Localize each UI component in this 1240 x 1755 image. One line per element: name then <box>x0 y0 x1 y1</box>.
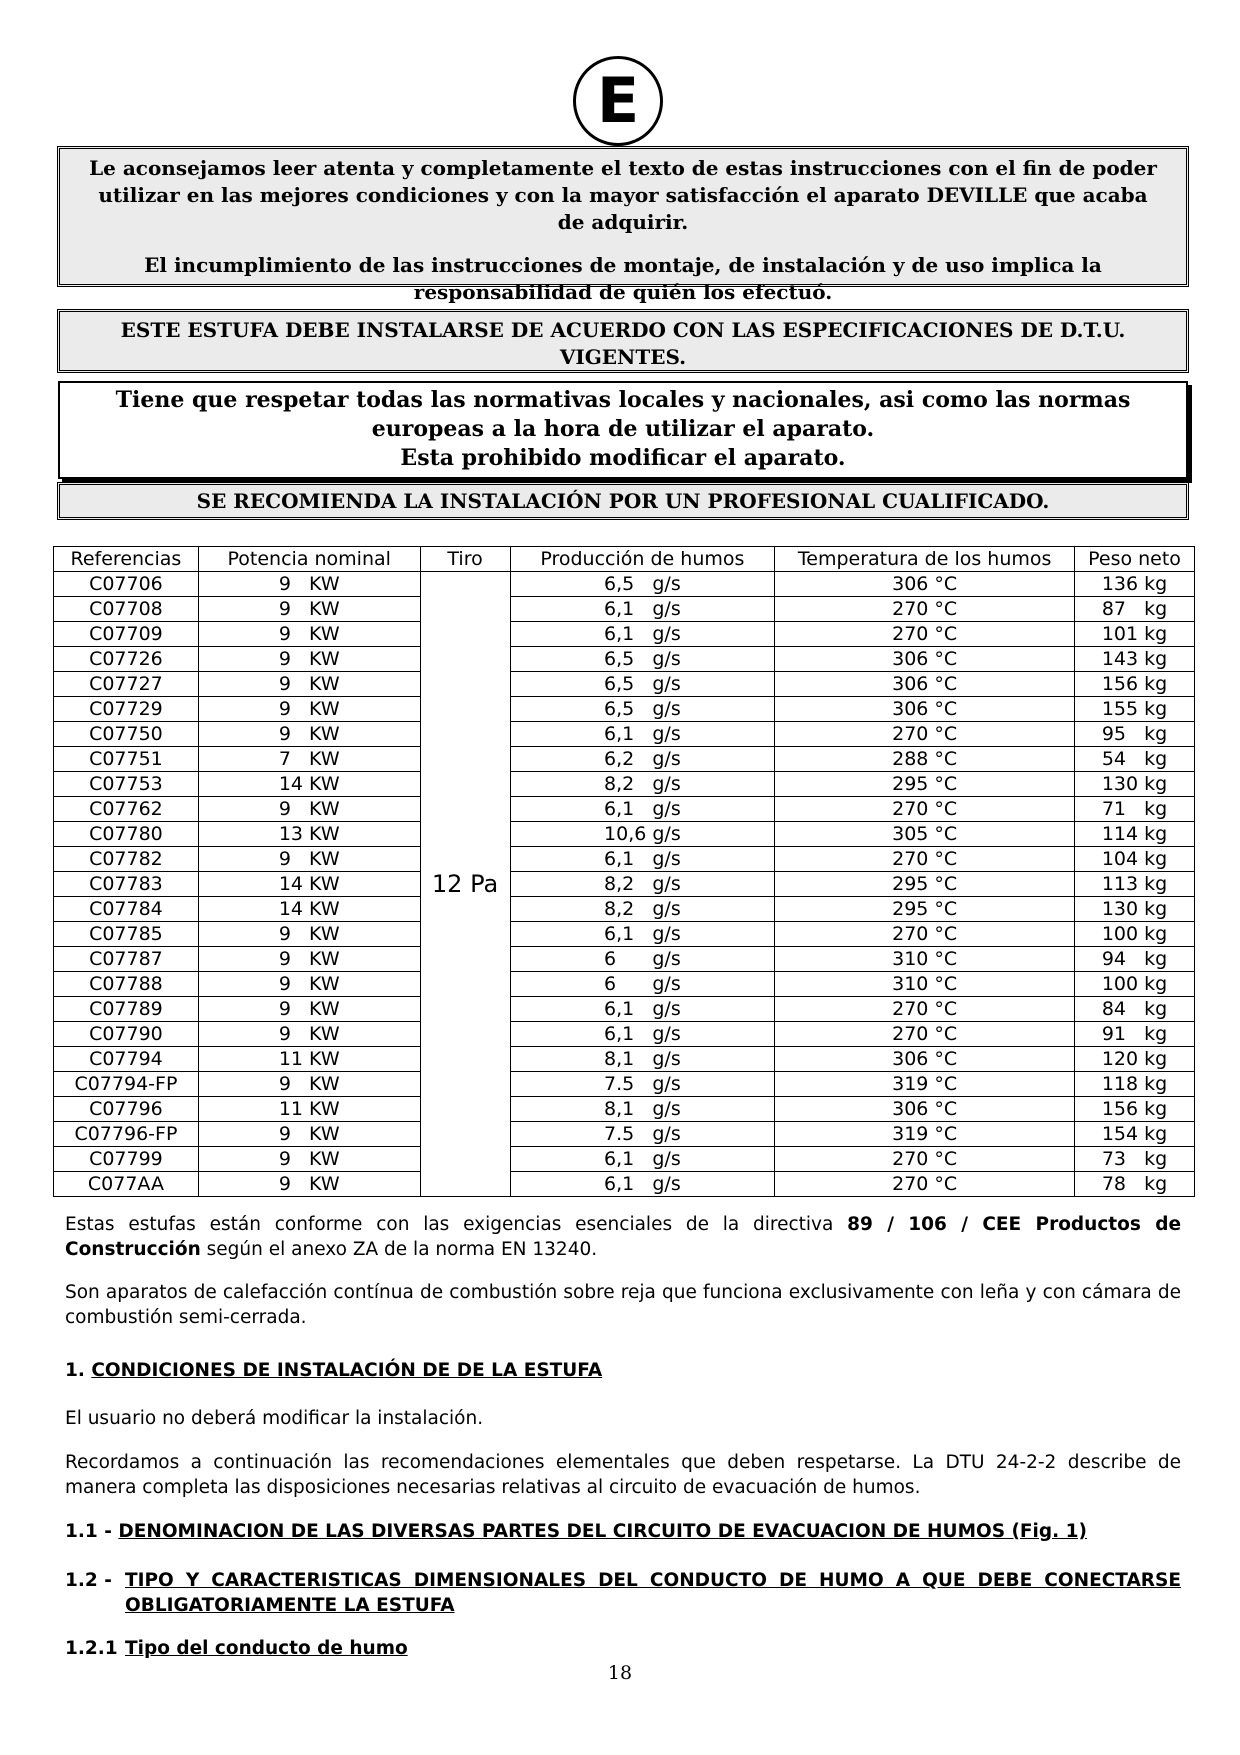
table-row <box>54 947 1195 972</box>
table-row <box>54 722 1195 747</box>
cell-produccion: 6,1 g/s <box>510 722 775 747</box>
cell-referencia: C07708 <box>54 597 199 622</box>
cell-peso: 114 kg <box>1075 822 1195 847</box>
professional-notice-box <box>57 482 1189 520</box>
cell-temperatura: 270 °C <box>775 1022 1075 1047</box>
cell-temperatura: 270 °C <box>775 1147 1075 1172</box>
cell-referencia: C07729 <box>54 697 199 722</box>
cell-temperatura: 270 °C <box>775 1172 1075 1197</box>
section-1-2-heading <box>65 1568 1181 1618</box>
cell-temperatura: 270 °C <box>775 847 1075 872</box>
cell-temperatura: 270 °C <box>775 997 1075 1022</box>
cell-produccion: 6,5 g/s <box>510 697 775 722</box>
section-1-heading <box>65 1358 1181 1383</box>
cell-produccion: 8,2 g/s <box>510 897 775 922</box>
cell-temperatura: 306 °C <box>775 647 1075 672</box>
user-warning-paragraph: El usuario no deberá modificar la instalación. <box>65 1408 484 1429</box>
table-row <box>54 1172 1195 1197</box>
cell-produccion: 6,1 g/s <box>510 797 775 822</box>
table-row <box>54 972 1195 997</box>
table-row <box>54 747 1195 772</box>
cell-produccion: 6,1 g/s <box>510 622 775 647</box>
cell-potencia: 9 KW <box>198 597 420 622</box>
cell-potencia: 11 KW <box>198 1047 420 1072</box>
table-row <box>54 1122 1195 1147</box>
cell-peso: 84 kg <box>1075 997 1195 1022</box>
cell-produccion: 6 g/s <box>510 972 775 997</box>
section-1-number: 1. <box>65 1360 92 1381</box>
table-row <box>54 697 1195 722</box>
cell-potencia: 9 KW <box>198 997 420 1022</box>
cell-peso: 100 kg <box>1075 972 1195 997</box>
cell-potencia: 13 KW <box>198 822 420 847</box>
cell-potencia: 7 KW <box>198 747 420 772</box>
directive-text-end: según el anexo ZA de la norma EN 13240. <box>200 1239 598 1260</box>
cell-produccion: 6,2 g/s <box>510 747 775 772</box>
cell-peso: 73 kg <box>1075 1147 1195 1172</box>
directive-paragraph <box>65 1212 1181 1262</box>
table-row <box>54 997 1195 1022</box>
section-1-1-number: 1.1 - <box>65 1521 119 1542</box>
cell-peso: 156 kg <box>1075 1097 1195 1122</box>
cell-temperatura: 310 °C <box>775 947 1075 972</box>
cell-temperatura: 305 °C <box>775 822 1075 847</box>
cell-potencia: 14 KW <box>198 772 420 797</box>
cell-referencia: C077AA <box>54 1172 199 1197</box>
cell-temperatura: 295 °C <box>775 872 1075 897</box>
cell-produccion: 8,2 g/s <box>510 872 775 897</box>
header-tiro: Tiro <box>420 547 510 572</box>
directive-text-start: Estas estufas están conforme con las exigencias esenciales de la directiva <box>65 1214 848 1235</box>
cell-referencia: C07784 <box>54 897 199 922</box>
cell-produccion: 8,1 g/s <box>510 1047 775 1072</box>
cell-referencia: C07788 <box>54 972 199 997</box>
cell-potencia: 9 KW <box>198 622 420 647</box>
table-row <box>54 1097 1195 1122</box>
cell-referencia: C07787 <box>54 947 199 972</box>
table-row <box>54 622 1195 647</box>
cell-produccion: 7.5 g/s <box>510 1122 775 1147</box>
cell-peso: 100 kg <box>1075 922 1195 947</box>
cell-produccion: 8,2 g/s <box>510 772 775 797</box>
cell-referencia: C07785 <box>54 922 199 947</box>
cell-produccion: 6,1 g/s <box>510 1172 775 1197</box>
table-row <box>54 922 1195 947</box>
cell-referencia: C07780 <box>54 822 199 847</box>
cell-temperatura: 310 °C <box>775 972 1075 997</box>
cell-temperatura: 319 °C <box>775 1072 1075 1097</box>
table-header-row <box>54 547 1195 572</box>
cell-produccion: 6,1 g/s <box>510 597 775 622</box>
cell-temperatura: 306 °C <box>775 1097 1075 1122</box>
directive-reference: 89 / 106 / CEE Productos de Construcción <box>65 1214 1181 1260</box>
cell-potencia: 9 KW <box>198 922 420 947</box>
header-referencias: Referencias <box>54 547 199 572</box>
cell-produccion: 10,6 g/s <box>510 822 775 847</box>
cell-temperatura: 306 °C <box>775 1047 1075 1072</box>
header-potencia: Potencia nominal <box>198 547 420 572</box>
cell-peso: 54 kg <box>1075 747 1195 772</box>
cell-temperatura: 270 °C <box>775 922 1075 947</box>
language-badge-e <box>573 56 663 146</box>
cell-referencia: C07750 <box>54 722 199 747</box>
cell-peso: 113 kg <box>1075 872 1195 897</box>
cell-peso: 156 kg <box>1075 672 1195 697</box>
cell-peso: 87 kg <box>1075 597 1195 622</box>
cell-referencia: C07709 <box>54 622 199 647</box>
cell-referencia: C07796 <box>54 1097 199 1122</box>
cell-referencia: C07790 <box>54 1022 199 1047</box>
cell-referencia: C07706 <box>54 572 199 597</box>
dtu-notice-text: ESTE ESTUFA DEBE INSTALARSE DE ACUERDO CON LAS ESPECIFICACIONES DE D.T.U. VIGENTES. <box>120 318 1126 369</box>
table-row <box>54 872 1195 897</box>
cell-produccion: 8,1 g/s <box>510 1097 775 1122</box>
table-row <box>54 672 1195 697</box>
section-1-2-1-title: Tipo del conducto de humo <box>125 1638 408 1659</box>
cell-peso: 78 kg <box>1075 1172 1195 1197</box>
cell-peso: 130 kg <box>1075 772 1195 797</box>
cell-peso: 118 kg <box>1075 1072 1195 1097</box>
section-1-1-title: DENOMINACION DE LAS DIVERSAS PARTES DEL CIRCUITO DE EVACUACION DE HUMOS (Fig. 1) <box>118 1521 1087 1542</box>
dtu-notice-box <box>57 309 1189 373</box>
table-row <box>54 1072 1195 1097</box>
cell-potencia: 9 KW <box>198 672 420 697</box>
cell-temperatura: 306 °C <box>775 672 1075 697</box>
cell-potencia: 9 KW <box>198 947 420 972</box>
cell-potencia: 9 KW <box>198 1072 420 1097</box>
professional-notice-text: SE RECOMIENDA LA INSTALACIÓN POR UN PROFESIONAL CUALIFICADO. <box>196 489 1050 513</box>
table-row <box>54 797 1195 822</box>
cell-potencia: 9 KW <box>198 572 420 597</box>
cell-produccion: 6,1 g/s <box>510 1147 775 1172</box>
cell-tiro: 12 Pa <box>420 572 510 1197</box>
section-1-2-1-number: 1.2.1 <box>65 1638 118 1659</box>
cell-potencia: 9 KW <box>198 797 420 822</box>
cell-produccion: 6,5 g/s <box>510 647 775 672</box>
cell-produccion: 6 g/s <box>510 947 775 972</box>
section-1-title: CONDICIONES DE INSTALACIÓN DE DE LA ESTUFA <box>91 1360 603 1381</box>
header-temperatura: Temperatura de los humos <box>775 547 1075 572</box>
cell-potencia: 11 KW <box>198 1097 420 1122</box>
cell-potencia: 9 KW <box>198 722 420 747</box>
cell-produccion: 6,1 g/s <box>510 847 775 872</box>
cell-temperatura: 270 °C <box>775 797 1075 822</box>
norms-line-1: Tiene que respetar todas las normativas locales y nacionales, asi como las normas europeas a la hora de utilizar el aparato. <box>115 387 1131 442</box>
cell-referencia: C07796-FP <box>54 1122 199 1147</box>
table-row <box>54 897 1195 922</box>
cell-referencia: C07782 <box>54 847 199 872</box>
cell-peso: 94 kg <box>1075 947 1195 972</box>
table-row <box>54 1022 1195 1047</box>
cell-referencia: C07753 <box>54 772 199 797</box>
intro-paragraph-2: El incumplimiento de las instrucciones de montaje, de instalación y de uso implica la responsabilidad de quién los efectuó. <box>144 253 1102 304</box>
cell-produccion: 6,1 g/s <box>510 1022 775 1047</box>
cell-referencia: C07783 <box>54 872 199 897</box>
cell-temperatura: 270 °C <box>775 622 1075 647</box>
cell-temperatura: 295 °C <box>775 897 1075 922</box>
section-1-1-heading <box>65 1519 1181 1544</box>
cell-potencia: 9 KW <box>198 972 420 997</box>
table-row <box>54 847 1195 872</box>
cell-potencia: 9 KW <box>198 1122 420 1147</box>
cell-referencia: C07789 <box>54 997 199 1022</box>
cell-produccion: 6,5 g/s <box>510 572 775 597</box>
intro-notice-box <box>57 146 1189 304</box>
cell-potencia: 14 KW <box>198 872 420 897</box>
intro-paragraph-1: Le aconsejamos leer atenta y completamente el texto de estas instrucciones con el fin de poder utilizar en las mejores condiciones y con la mayor satisfacción el aparato DEVILLE que acaba de adquirir. <box>89 156 1157 234</box>
table-row <box>54 572 1195 597</box>
section-1-2-title: TIPO Y CARACTERISTICAS DIMENSIONALES DEL CONDUCTO DE HUMO A QUE DEBE CONECTARSE OBLIGATORIAMENTE LA ESTUFA <box>125 1570 1181 1616</box>
cell-peso: 91 kg <box>1075 1022 1195 1047</box>
cell-produccion: 6,5 g/s <box>510 672 775 697</box>
table-row <box>54 647 1195 672</box>
dtu-recommendation-paragraph: Recordamos a continuación las recomendaciones elementales que deben respetarse. La DTU 24-2-2 describe de manera completa las disposiciones necesarias relativas al circuito de evacuación de humos. <box>65 1452 1181 1498</box>
cell-temperatura: 270 °C <box>775 597 1075 622</box>
cell-potencia: 9 KW <box>198 1147 420 1172</box>
appliance-description: Son aparatos de calefacción contínua de combustión sobre reja que funciona exclusivamente con leña y con cámara de combustión semi-cerrada. <box>65 1282 1181 1328</box>
cell-potencia: 9 KW <box>198 697 420 722</box>
cell-potencia: 14 KW <box>198 897 420 922</box>
cell-referencia: C07794-FP <box>54 1072 199 1097</box>
page-number: 18 <box>607 1662 633 1684</box>
cell-temperatura: 306 °C <box>775 697 1075 722</box>
cell-temperatura: 295 °C <box>775 772 1075 797</box>
cell-potencia: 9 KW <box>198 847 420 872</box>
cell-referencia: C07794 <box>54 1047 199 1072</box>
cell-referencia: C07727 <box>54 672 199 697</box>
header-peso: Peso neto <box>1075 547 1195 572</box>
cell-temperatura: 288 °C <box>775 747 1075 772</box>
cell-temperatura: 319 °C <box>775 1122 1075 1147</box>
cell-peso: 143 kg <box>1075 647 1195 672</box>
cell-peso: 155 kg <box>1075 697 1195 722</box>
cell-temperatura: 270 °C <box>775 722 1075 747</box>
cell-potencia: 9 KW <box>198 647 420 672</box>
table-row <box>54 772 1195 797</box>
table-body <box>54 572 1195 1197</box>
specifications-table <box>53 546 1195 1197</box>
table-row <box>54 1047 1195 1072</box>
language-letter: E <box>596 64 640 137</box>
norms-line-2: Esta prohibido modificar el aparato. <box>400 445 846 471</box>
cell-peso: 101 kg <box>1075 622 1195 647</box>
cell-potencia: 9 KW <box>198 1022 420 1047</box>
cell-referencia: C07751 <box>54 747 199 772</box>
section-1-2-1-heading <box>65 1636 1181 1661</box>
cell-referencia: C07799 <box>54 1147 199 1172</box>
cell-peso: 120 kg <box>1075 1047 1195 1072</box>
cell-peso: 104 kg <box>1075 847 1195 872</box>
norms-notice-box <box>58 381 1188 479</box>
cell-peso: 71 kg <box>1075 797 1195 822</box>
cell-peso: 130 kg <box>1075 897 1195 922</box>
cell-produccion: 6,1 g/s <box>510 922 775 947</box>
cell-peso: 95 kg <box>1075 722 1195 747</box>
header-produccion: Producción de humos <box>510 547 775 572</box>
cell-referencia: C07726 <box>54 647 199 672</box>
cell-potencia: 9 KW <box>198 1172 420 1197</box>
table-row <box>54 822 1195 847</box>
cell-temperatura: 306 °C <box>775 572 1075 597</box>
cell-produccion: 6,1 g/s <box>510 997 775 1022</box>
section-1-2-number: 1.2 - <box>65 1570 112 1591</box>
cell-peso: 136 kg <box>1075 572 1195 597</box>
cell-peso: 154 kg <box>1075 1122 1195 1147</box>
table-row <box>54 597 1195 622</box>
cell-produccion: 7.5 g/s <box>510 1072 775 1097</box>
table-row <box>54 1147 1195 1172</box>
cell-referencia: C07762 <box>54 797 199 822</box>
